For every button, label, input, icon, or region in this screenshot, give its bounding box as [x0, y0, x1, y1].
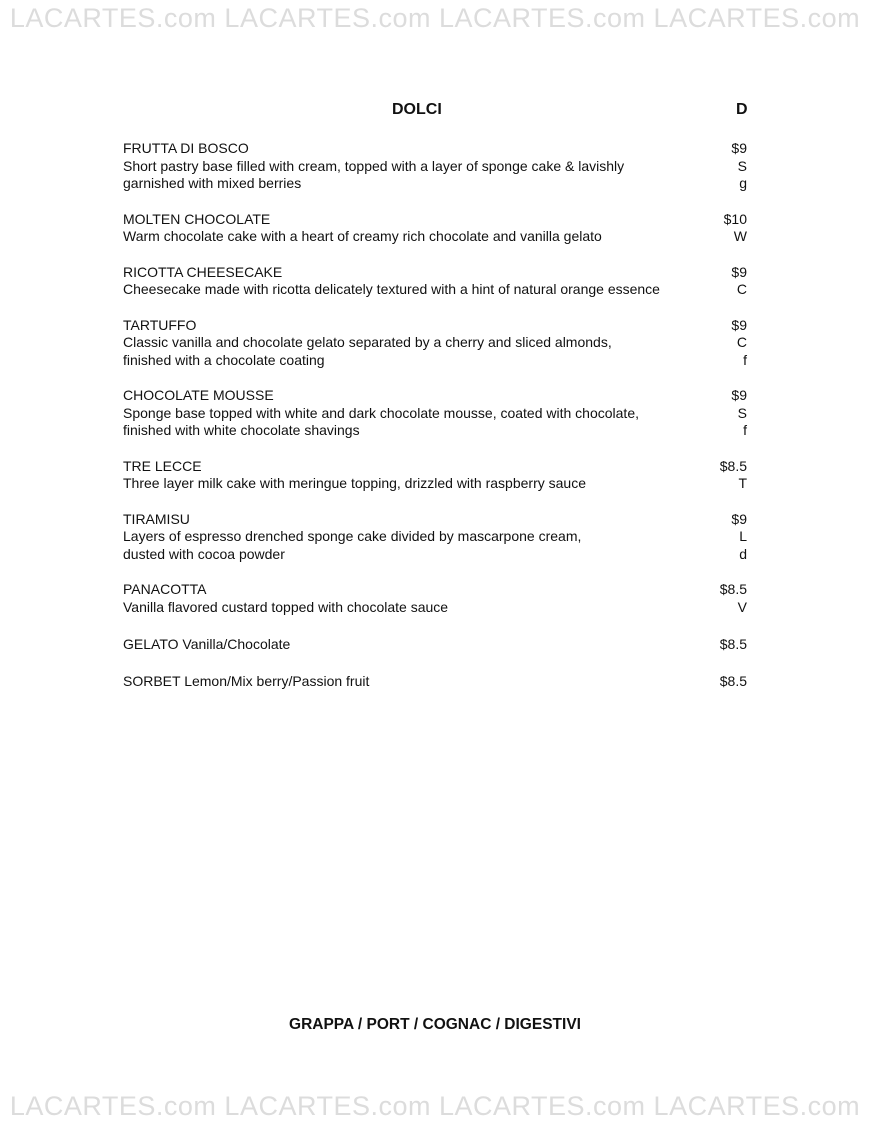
menu-item-description: Sponge base topped with white and dark chocolate mousse, coated with chocolate, [123, 404, 639, 421]
menu-item-name: GELATO Vanilla/Chocolate [123, 636, 291, 652]
menu-item-name: CHOCOLATE MOUSSE [123, 387, 274, 403]
menu-item-price: $9 [731, 140, 747, 156]
menu-item-description: finished with a chocolate coating [123, 351, 325, 368]
menu-item-description: Three layer milk cake with meringue topping, drizzled with raspberry sauce [123, 475, 586, 491]
watermark-bottom: LACARTES.com LACARTES.com LACARTES.com LACARTES.com [9, 1091, 861, 1121]
menu-item-tag: g [739, 175, 747, 191]
menu-item-name: SORBET Lemon/Mix berry/Passion fruit [123, 672, 370, 689]
menu-item-name: PANACOTTA [123, 581, 207, 597]
menu-item-description: Layers of espresso drenched sponge cake divided by mascarpone cream, [123, 528, 582, 544]
menu-item-tags [717, 475, 747, 493]
menu-item [123, 581, 747, 616]
menu-item-tag: C [736, 281, 747, 297]
menu-item-tag: d [739, 545, 747, 562]
menu-item-description: Vanilla flavored custard topped with chocolate sauce [123, 598, 449, 615]
menu-item-tag: T [738, 475, 747, 491]
menu-item-tag: S [737, 404, 747, 421]
menu-item-price: $10 [723, 210, 747, 227]
next-section-title: GRAPPA / PORT / COGNAC / DIGESTIVI [289, 1016, 581, 1033]
menu-item-price: $8.5 [719, 581, 747, 597]
menu-item-tags [717, 599, 747, 617]
menu-item-tag: W [733, 228, 747, 244]
menu-item-price: $8.5 [719, 672, 747, 689]
menu-item [123, 317, 747, 370]
watermark-top: LACARTES.com LACARTES.com LACARTES.com LACARTES.com [9, 3, 861, 33]
menu-item [123, 673, 747, 691]
menu-item-tags [717, 158, 747, 193]
menu-item-name: MOLTEN CHOCOLATE [123, 210, 271, 227]
menu-item-tag: C [736, 334, 747, 350]
menu-item-name: RICOTTA CHEESECAKE [123, 263, 283, 280]
menu-item-description: Short pastry base filled with cream, topped with a layer of sponge cake & lavishly [123, 157, 625, 174]
menu-item-tags [717, 528, 747, 563]
menu-item-price: $9 [731, 510, 747, 527]
menu-item-price: $9 [731, 316, 747, 333]
menu-item-description: Cheesecake made with ricotta delicately textured with a hint of natural orange essence [123, 281, 660, 297]
section-title: DOLCI [392, 101, 442, 118]
menu-item-tags [717, 405, 747, 440]
menu-item-tags [717, 334, 747, 369]
menu-item-description: Warm chocolate cake with a heart of creamy rich chocolate and vanilla gelato [123, 228, 602, 244]
menu-item-name: TIRAMISU [123, 510, 190, 527]
menu-item [123, 387, 747, 440]
menu-item-price: $8.5 [719, 636, 747, 652]
menu-item-tag: S [737, 157, 747, 174]
menu-item [123, 140, 747, 193]
menu-item [123, 211, 747, 246]
menu-item-name: TRE LECCE [123, 457, 202, 474]
menu-item-price: $8.5 [719, 457, 747, 474]
menu-item-name: TARTUFFO [123, 316, 197, 333]
menu-item [123, 511, 747, 564]
menu-item-tag: V [737, 598, 747, 615]
menu-item-price: $9 [731, 263, 747, 280]
menu-item-description: finished with white chocolate shavings [123, 422, 360, 438]
menu-item-description: dusted with cocoa powder [123, 545, 285, 562]
menu-item-tag: L [739, 528, 747, 544]
menu-item-tags [717, 281, 747, 299]
menu-item-description: Classic vanilla and chocolate gelato separated by a cherry and sliced almonds, [123, 334, 612, 350]
price-column-header: D [736, 101, 748, 118]
menu-item-name: FRUTTA DI BOSCO [123, 140, 249, 156]
menu-item-tag: f [743, 422, 747, 438]
menu-item [123, 458, 747, 493]
menu-item [123, 636, 747, 654]
menu-item-price: $9 [731, 387, 747, 403]
menu-item-tags [717, 228, 747, 246]
menu-item-description: garnished with mixed berries [123, 175, 302, 191]
menu-item [123, 264, 747, 299]
menu-item-tag: f [743, 351, 747, 368]
menu-list [123, 140, 747, 690]
